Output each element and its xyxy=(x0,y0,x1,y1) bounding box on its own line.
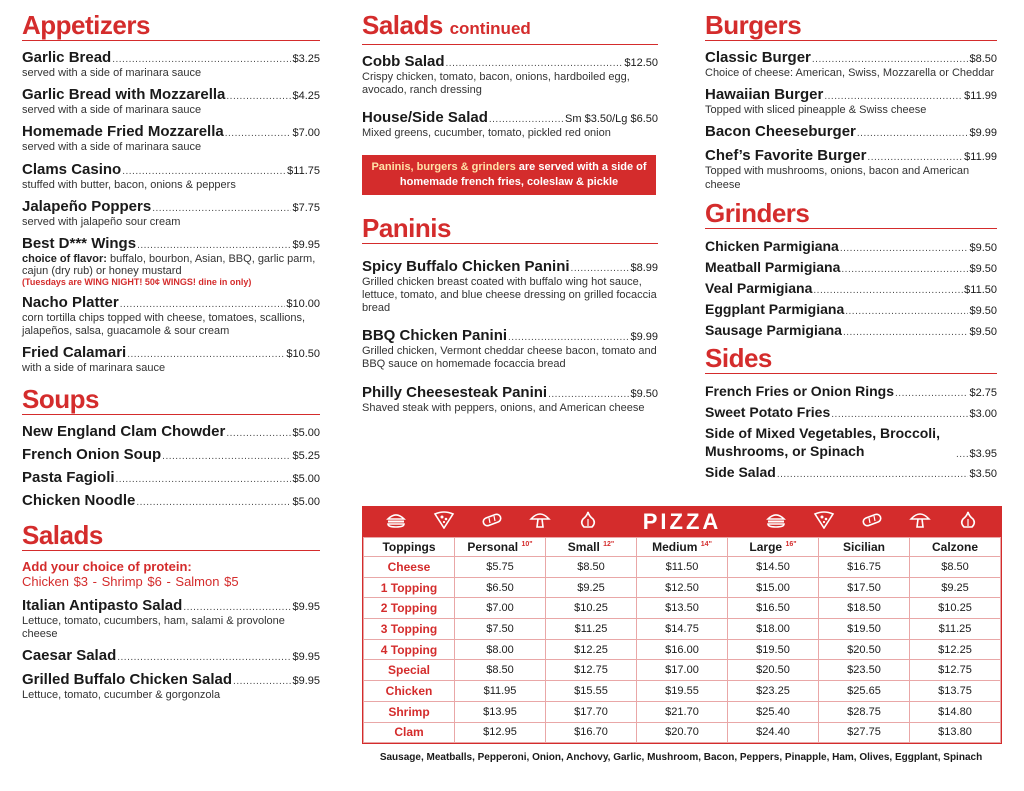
menu-item xyxy=(22,597,320,641)
item-price: $9.95 xyxy=(292,239,320,252)
item-name: Homemade Fried Mozzarella xyxy=(22,123,224,141)
pizza-price-cell: $19.55 xyxy=(637,681,728,702)
menu-item xyxy=(22,647,320,665)
item-price: $9.50 xyxy=(969,325,997,338)
pizza-row-label: 3 Topping xyxy=(364,619,455,640)
pizza-row-label: Cheese xyxy=(364,557,455,578)
item-name: Sweet Potato Fries xyxy=(705,403,831,420)
item-name: Pasta Fagioli xyxy=(22,468,115,486)
item-name: Clams Casino xyxy=(22,160,122,178)
menu-item xyxy=(22,49,320,80)
item-description: served with a side of marinara sauce xyxy=(22,67,202,79)
pizza-price-cell: $24.40 xyxy=(728,722,819,743)
item-description: Topped with sliced pineapple & Swiss cheese xyxy=(705,104,927,117)
pizza-price-cell: $12.75 xyxy=(910,660,1001,681)
appetizers-list-2 xyxy=(22,294,320,376)
item-price: Sm $3.50/Lg $6.50 xyxy=(565,113,658,126)
pizza-price-cell: $20.70 xyxy=(637,722,728,743)
paninis-list xyxy=(362,258,658,415)
garlic-icon xyxy=(957,511,979,534)
item-name: Garlic Bread xyxy=(22,49,112,66)
burgers-title: Burgers xyxy=(705,10,997,41)
middle-column xyxy=(362,10,658,427)
pizza-header xyxy=(363,507,1001,537)
menu-item xyxy=(22,198,320,229)
item-name: Bacon Cheeseburger xyxy=(705,123,856,141)
pizza-price-cell: $15.55 xyxy=(546,681,637,702)
menu-item xyxy=(22,446,320,464)
pizza-price-cell: $20.50 xyxy=(728,660,819,681)
item-price: $8.99 xyxy=(630,261,658,274)
pizza-price-cell: $12.25 xyxy=(546,639,637,660)
pizza-price-cell: $16.00 xyxy=(637,639,728,660)
menu-item xyxy=(705,463,997,481)
pizza-row-label: Shrimp xyxy=(364,701,455,722)
item-price: $5.00 xyxy=(292,495,320,508)
burger-icon xyxy=(385,511,407,534)
pizza-price-cell: $20.50 xyxy=(819,639,910,660)
pizza-price-cell: $25.65 xyxy=(819,681,910,702)
item-name: Meatball Parmigiana xyxy=(705,258,841,275)
item-name: Garlic Bread with Mozzarella xyxy=(22,86,226,104)
item-price: $7.75 xyxy=(292,201,320,214)
table-row xyxy=(364,577,1001,598)
table-row xyxy=(364,660,1001,681)
pizza-price-cell: $18.50 xyxy=(819,598,910,619)
item-price: $4.25 xyxy=(292,90,320,103)
item-name: French Onion Soup xyxy=(22,445,162,463)
item-description: Crispy chicken, tomato, bacon, onions, hardboiled egg, avocado, ranch dressing xyxy=(362,71,630,97)
item-price: $10.00 xyxy=(286,298,320,311)
pizza-row-label: Chicken xyxy=(364,681,455,702)
table-row xyxy=(364,722,1001,743)
item-price: $5.00 xyxy=(292,426,320,439)
pizza-price-cell: $9.25 xyxy=(546,577,637,598)
item-description: Lettuce, tomato, cucumbers, ham, salami & provolone cheese xyxy=(22,614,285,640)
right-column xyxy=(705,10,997,484)
pizza-row-label: 1 Topping xyxy=(364,577,455,598)
pizza-price-cell: $11.50 xyxy=(637,557,728,578)
pizza-price-cell: $12.25 xyxy=(910,639,1001,660)
menu-item xyxy=(705,258,997,276)
item-description: Grilled chicken breast coated with buffalo wing hot sauce, lettuce, tomato, and blue cheese dressing on grilled focaccia bread xyxy=(362,275,657,315)
pizza-price-cell: $11.95 xyxy=(455,681,546,702)
item-price: $3.25 xyxy=(292,53,320,65)
pizza-price-cell: $13.80 xyxy=(910,722,1001,743)
item-name: Italian Antipasto Salad xyxy=(22,596,183,614)
item-description: served with a side of marinara sauce xyxy=(22,104,202,117)
item-name: Eggplant Parmigiana xyxy=(705,300,845,317)
pizza-price-cell: $13.75 xyxy=(910,681,1001,702)
pizza-row-label: Special xyxy=(364,660,455,681)
soups-list xyxy=(22,423,320,510)
grinders-list xyxy=(705,237,997,339)
item-description: corn tortilla chips topped with cheese, tomatoes, scallions, jalapeños, salsa, guacamole & sour cream xyxy=(22,312,306,338)
item-price: $8.50 xyxy=(969,53,997,65)
pizza-price-cell: $13.95 xyxy=(455,701,546,722)
menu-item xyxy=(705,321,997,339)
item-price: $10.50 xyxy=(286,348,320,361)
item-price: $9.99 xyxy=(630,331,658,344)
pizza-price-cell: $8.50 xyxy=(546,557,637,578)
table-row xyxy=(364,639,1001,660)
pizza-icons-left xyxy=(385,511,599,534)
item-price: $5.00 xyxy=(292,472,320,485)
menu-item xyxy=(362,258,658,316)
item-price: $9.50 xyxy=(630,387,658,400)
pizza-col-header: Small $^{12"}$ xyxy=(546,538,637,557)
salads-title: Salads xyxy=(22,520,320,551)
table-row xyxy=(364,598,1001,619)
pizza-price-cell: $25.40 xyxy=(728,701,819,722)
item-price: $2.75 xyxy=(969,386,997,399)
menu-item xyxy=(22,469,320,487)
pizza-price-cell: $13.50 xyxy=(637,598,728,619)
protein-options: Chicken $3 - Shrimp $6 - Salmon $5 xyxy=(22,573,239,589)
pizza-price-cell: $16.75 xyxy=(819,557,910,578)
table-row xyxy=(364,619,1001,640)
item-name: BBQ Chicken Panini xyxy=(362,327,508,345)
menu-item xyxy=(22,344,320,375)
burgers-list xyxy=(705,49,997,192)
pizza-title: PIZZA xyxy=(642,509,722,534)
item-name: Chicken Noodle xyxy=(22,491,136,509)
garlic-icon xyxy=(577,511,599,534)
menu-item xyxy=(22,492,320,510)
pizza-price-cell: $16.50 xyxy=(728,598,819,619)
item-name: Side Salad xyxy=(705,463,776,480)
item-price: $11.75 xyxy=(287,164,320,177)
pizza-price-cell: $21.70 xyxy=(637,701,728,722)
pizza-price-cell: $19.50 xyxy=(819,619,910,640)
pizza-price-cell: $11.25 xyxy=(546,619,637,640)
menu-item xyxy=(705,300,997,318)
menu-item xyxy=(705,424,997,460)
burger-icon xyxy=(765,511,787,534)
menu-item xyxy=(362,53,658,97)
pizza-price-cell: $5.75 xyxy=(455,557,546,578)
item-name: Nacho Platter xyxy=(22,294,119,312)
menu-item xyxy=(705,403,997,421)
item-price: $9.95 xyxy=(292,675,320,688)
menu-item xyxy=(22,671,320,702)
menu-item xyxy=(705,147,997,191)
menu-item xyxy=(705,237,997,255)
pizza-price-cell: $19.50 xyxy=(728,639,819,660)
item-name: Cobb Salad xyxy=(362,53,445,70)
menu-item xyxy=(362,327,658,371)
wings-flavors: choice of flavor: buffalo, bourbon, Asian, BBQ, garlic parm, cajun (dry rub) or honey mustard xyxy=(22,253,316,278)
table-row xyxy=(364,701,1001,722)
salads-continued-list xyxy=(362,53,658,141)
pizza-col-header: Calzone xyxy=(910,538,1001,557)
sides-list xyxy=(705,382,997,481)
item-description: Choice of cheese: American, Swiss, Mozzarella or Cheddar xyxy=(705,67,995,79)
pizza-price-cell: $7.00 xyxy=(455,598,546,619)
item-name: Spicy Buffalo Chicken Panini xyxy=(362,257,570,275)
item-price: $3.50 xyxy=(969,467,997,480)
item-description: Shaved steak with peppers, onions, and American cheese xyxy=(362,401,645,414)
pizza-col-header: Medium $^{14"}$ xyxy=(637,538,728,557)
menu-item xyxy=(705,123,997,141)
item-description: served with a side of marinara sauce xyxy=(22,141,202,154)
protein-title: Add your choice of protein: xyxy=(22,558,192,574)
pizza-price-cell: $11.25 xyxy=(910,619,1001,640)
item-name: Philly Cheesesteak Panini xyxy=(362,383,548,401)
paninis-title: Paninis xyxy=(362,213,658,244)
pizza-price-cell: $15.00 xyxy=(728,577,819,598)
pizza-price-cell: $7.50 xyxy=(455,619,546,640)
menu-item xyxy=(22,123,320,154)
item-description: Grilled chicken, Vermont cheddar cheese bacon, tomato and BBQ sauce on homemade focaccia bread xyxy=(362,345,657,371)
pizza-price-cell: $6.50 xyxy=(455,577,546,598)
item-price: $11.50 xyxy=(964,283,997,296)
pizza-col-header: Personal $^{10"}$ xyxy=(455,538,546,557)
item-name: Grilled Buffalo Chicken Salad xyxy=(22,671,233,689)
item-price: $9.95 xyxy=(292,651,320,664)
item-price: $11.99 xyxy=(964,90,997,103)
pizza-price-cell: $12.50 xyxy=(637,577,728,598)
item-price: $7.00 xyxy=(292,127,320,140)
pizza-price-cell: $28.75 xyxy=(819,701,910,722)
item-name: Sausage Parmigiana xyxy=(705,321,842,338)
menu-item xyxy=(705,49,997,80)
pizza-price-cell: $14.80 xyxy=(910,701,1001,722)
item-name: New England Clam Chowder xyxy=(22,422,226,440)
item-price: $9.99 xyxy=(969,127,997,140)
item-name: Veal Parmigiana xyxy=(705,279,813,296)
pizza-price-cell: $10.25 xyxy=(910,598,1001,619)
pizza-slice-icon xyxy=(433,511,455,534)
menu-item xyxy=(22,294,320,338)
pizza-price-cell: $17.50 xyxy=(819,577,910,598)
pizza-price-cell: $8.00 xyxy=(455,639,546,660)
menu-item xyxy=(705,382,997,400)
pizza-price-cell: $10.25 xyxy=(546,598,637,619)
item-description: Mixed greens, cucumber, tomato, pickled red onion xyxy=(362,127,611,140)
pizza-col-header: Toppings xyxy=(364,538,455,557)
item-price: $11.99 xyxy=(964,151,997,164)
pizza-price-cell: $12.75 xyxy=(546,660,637,681)
salads-continued-title: Salads continued xyxy=(362,10,658,45)
pizza-price-cell: $27.75 xyxy=(819,722,910,743)
menu-item xyxy=(22,423,320,441)
pizza-col-header: Large $^{16"}$ xyxy=(728,538,819,557)
table-row xyxy=(364,681,1001,702)
item-name: Best D*** Wings xyxy=(22,235,137,253)
pizza-table xyxy=(362,506,1002,744)
pizza-price-cell: $9.25 xyxy=(910,577,1001,598)
mushroom-icon xyxy=(909,511,931,534)
pizza-row-label: Clam xyxy=(364,722,455,743)
item-description: stuffed with butter, bacon, onions & peppers xyxy=(22,178,236,191)
item-name: Fried Calamari xyxy=(22,344,127,362)
menu-item-wings xyxy=(22,235,320,288)
item-description: served with jalapeño sour cream xyxy=(22,215,181,228)
menu-item xyxy=(362,109,658,140)
item-price: $5.25 xyxy=(292,449,320,462)
sides-banner: Paninis, burgers & grinders are served with a side of homemade french fries, coleslaw & pickle xyxy=(362,155,656,195)
pizza-slice-icon xyxy=(813,511,835,534)
pizza-price-cell: $16.70 xyxy=(546,722,637,743)
appetizers-title: Appetizers xyxy=(22,10,320,41)
item-name: House/Side Salad xyxy=(362,109,488,127)
pizza-price-cell: $14.50 xyxy=(728,557,819,578)
table-row xyxy=(364,557,1001,578)
toppings-list: Sausage, Meatballs, Pepperoni, Onion, Anchovy, Garlic, Mushroom, Bacon, Peppers, Pinapple, Ham, Olives, Eggplant, Spinach xyxy=(379,752,983,763)
item-price: $9.50 xyxy=(969,304,997,317)
sausage-icon xyxy=(481,511,503,534)
item-name: Jalapeño Poppers xyxy=(22,197,152,215)
pizza-col-header: Sicilian xyxy=(819,538,910,557)
menu-item xyxy=(22,86,320,117)
salads-list xyxy=(22,597,320,703)
item-name: Caesar Salad xyxy=(22,647,117,665)
menu-item xyxy=(705,86,997,117)
pizza-price-cell: $17.70 xyxy=(546,701,637,722)
pizza-row-label: 2 Topping xyxy=(364,598,455,619)
pizza-price-cell: $8.50 xyxy=(455,660,546,681)
menu-item xyxy=(22,161,320,192)
pizza-price-cell: $14.75 xyxy=(637,619,728,640)
pizza-header-row xyxy=(364,538,1001,557)
pizza-price-cell: $18.00 xyxy=(728,619,819,640)
menu-item xyxy=(705,279,997,297)
item-price: $9.95 xyxy=(292,600,320,613)
pizza-price-cell: $23.50 xyxy=(819,660,910,681)
appetizers-list xyxy=(22,49,320,229)
item-name: Chicken Parmigiana xyxy=(705,237,839,254)
pizza-price-cell: $8.50 xyxy=(910,557,1001,578)
soups-title: Soups xyxy=(22,384,320,415)
item-name: Hawaiian Burger xyxy=(705,86,824,104)
pizza-price-table xyxy=(363,537,1001,743)
item-description: Lettuce, tomato, cucumber & gorgonzola xyxy=(22,689,221,702)
sides-title: Sides xyxy=(705,343,997,374)
menu-item xyxy=(362,384,658,415)
grinders-title: Grinders xyxy=(705,198,997,229)
sausage-icon xyxy=(861,511,883,534)
item-price: $9.50 xyxy=(969,241,997,254)
mushroom-icon xyxy=(529,511,551,534)
pizza-price-cell: $12.95 xyxy=(455,722,546,743)
item-description: with a side of marinara sauce xyxy=(22,362,166,375)
pizza-price-cell: $23.25 xyxy=(728,681,819,702)
pizza-row-label: 4 Topping xyxy=(364,639,455,660)
left-column xyxy=(22,10,320,708)
item-name: Classic Burger xyxy=(705,49,811,66)
item-price: $3.95 xyxy=(969,447,997,460)
item-description: Topped with mushrooms, onions, bacon and American cheese xyxy=(705,165,970,191)
item-price: $9.50 xyxy=(969,262,997,275)
item-price: $3.00 xyxy=(969,407,997,420)
item-name: Side of Mixed Vegetables, Broccoli, Mushrooms, or Spinach xyxy=(705,424,940,459)
wing-night-note: (Tuesdays are WING NIGHT! 50¢ WINGS! dine in only) xyxy=(22,277,252,288)
item-price: $12.50 xyxy=(624,57,658,69)
item-name: French Fries or Onion Rings xyxy=(705,382,895,399)
item-name: Chef’s Favorite Burger xyxy=(705,147,867,165)
pizza-icons-right xyxy=(765,511,979,534)
pizza-price-cell: $17.00 xyxy=(637,660,728,681)
